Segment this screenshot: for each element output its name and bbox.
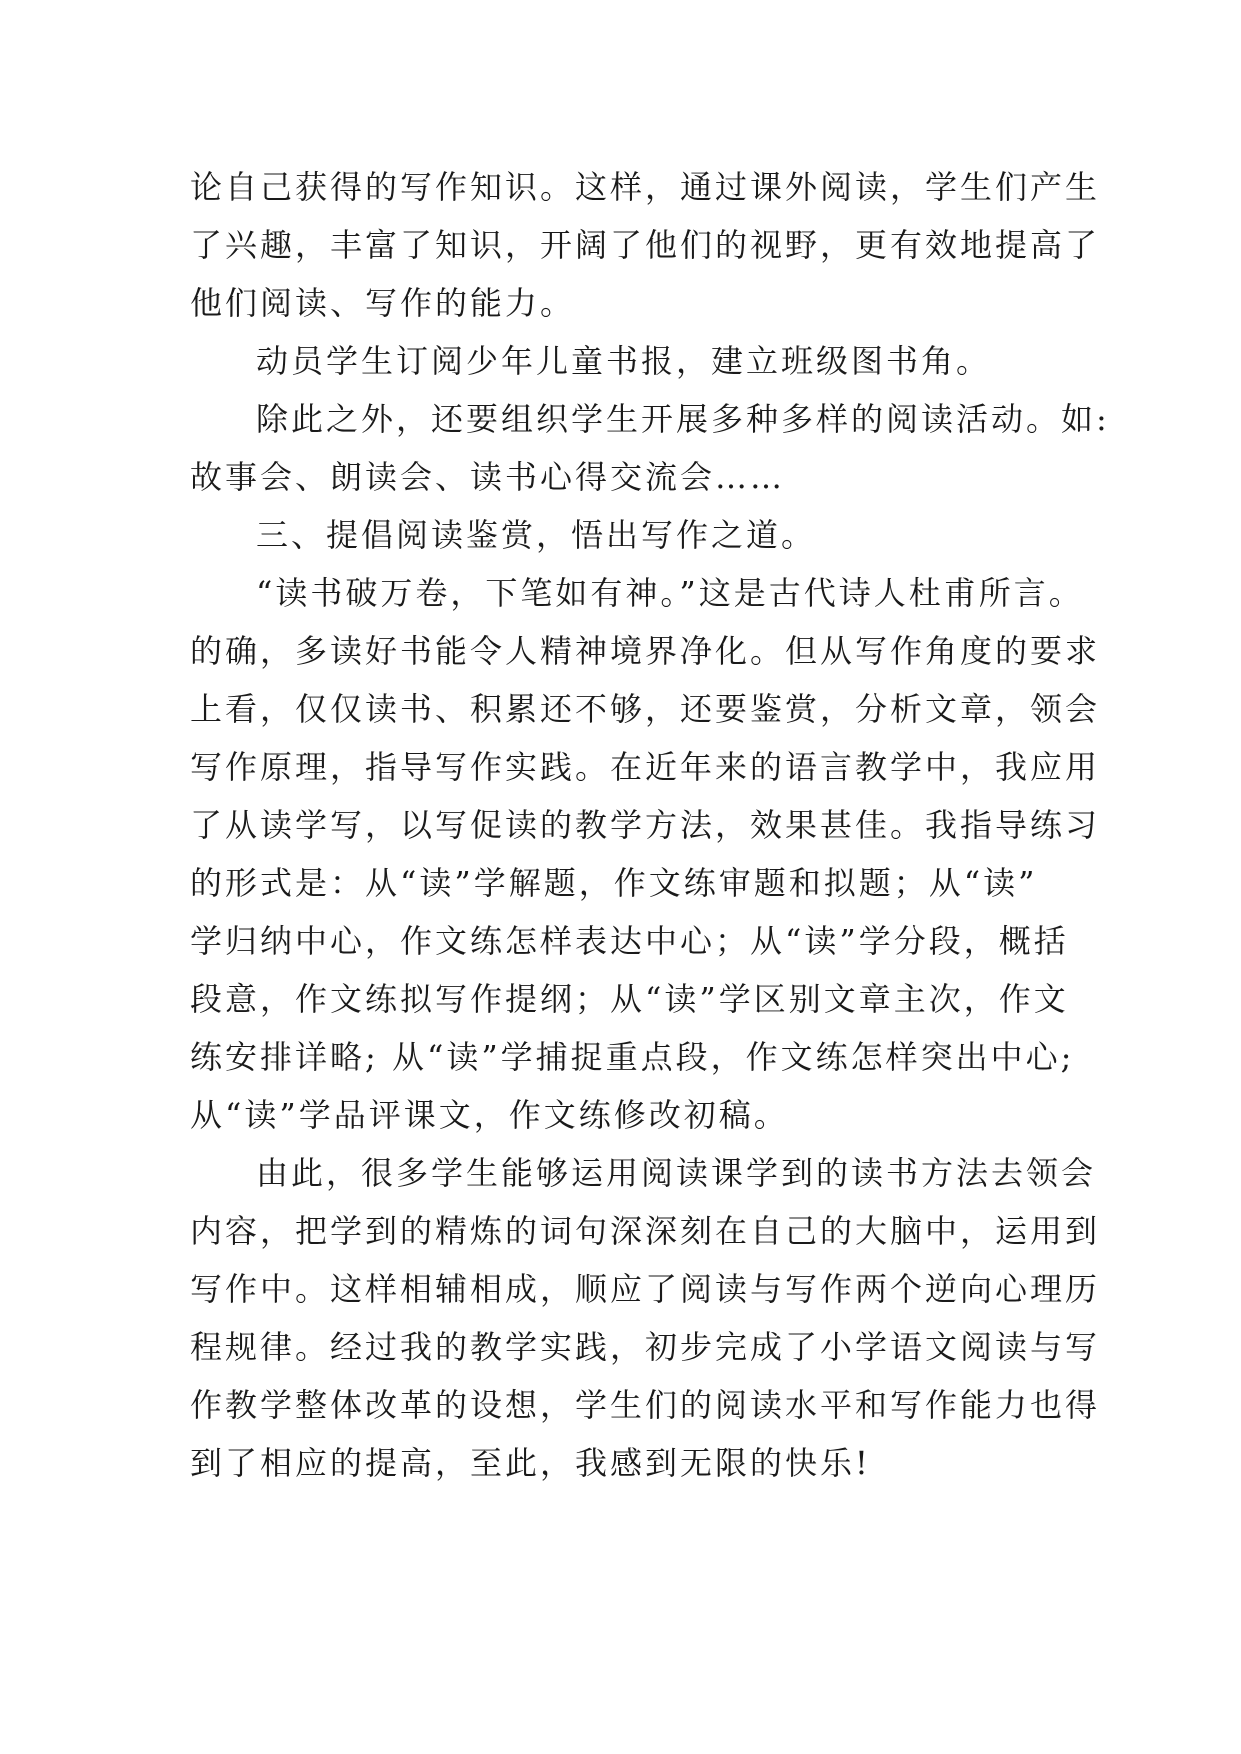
text-line: 内容，把学到的精炼的词句深深刻在自己的大脑中，运用到 xyxy=(190,1212,1101,1250)
section-heading: 三、提倡阅读鉴赏，悟出写作之道。 xyxy=(256,516,817,554)
text-line: 到了相应的提高，至此，我感到无限的快乐! xyxy=(190,1444,871,1482)
text-line: 论自己获得的写作知识。这样，通过课外阅读，学生们产生 xyxy=(190,168,1101,206)
paragraph-start-line: 由此，很多学生能够运用阅读课学到的读书方法去领会 xyxy=(256,1154,1097,1192)
text-line: 了兴趣，丰富了知识，开阔了他们的视野，更有效地提高了 xyxy=(190,226,1101,264)
text-line: 程规律。经过我的教学实践，初步完成了小学语文阅读与写 xyxy=(190,1328,1101,1366)
text-line: 作教学整体改革的设想，学生们的阅读水平和写作能力也得 xyxy=(190,1386,1101,1424)
text-line: 段意，作文练拟写作提纲；从“读”学区别文章主次，作文 xyxy=(190,980,1069,1018)
text-line: 他们阅读、写作的能力。 xyxy=(190,284,576,322)
text-line: 的形式是：从“读”学解题，作文练审题和拟题；从“读” xyxy=(190,864,1038,902)
paragraph-start-line: “读书破万卷，下笔如有神。”这是古代诗人杜甫所言。 xyxy=(256,574,1084,612)
text-line: 了从读学写，以写促读的教学方法，效果甚佳。我指导练习 xyxy=(190,806,1101,844)
text-line: 故事会、朗读会、读书心得交流会…… xyxy=(190,458,786,496)
text-line: 上看，仅仅读书、积累还不够，还要鉴赏，分析文章，领会 xyxy=(190,690,1101,728)
text-line: 写作中。这样相辅相成，顺应了阅读与写作两个逆向心理历 xyxy=(190,1270,1101,1308)
text-line: 学归纳中心，作文练怎样表达中心；从“读”学分段，概括 xyxy=(190,922,1069,960)
text-line: 从“读”学品评课文，作文练修改初稿。 xyxy=(190,1096,789,1134)
text-line: 练安排详略; 从“读”学捕捉重点段，作文练怎样突出中心; xyxy=(190,1038,1075,1076)
text-line: 的确，多读好书能令人精神境界净化。但从写作角度的要求 xyxy=(190,632,1101,670)
body-text xyxy=(190,158,1110,1492)
paragraph-start-line: 动员学生订阅少年儿童书报，建立班级图书角。 xyxy=(256,342,992,380)
text-line: 写作原理，指导写作实践。在近年来的语言教学中，我应用 xyxy=(190,748,1101,786)
paragraph-start-line: 除此之外，还要组织学生开展多种多样的阅读活动。如: xyxy=(256,400,1110,438)
